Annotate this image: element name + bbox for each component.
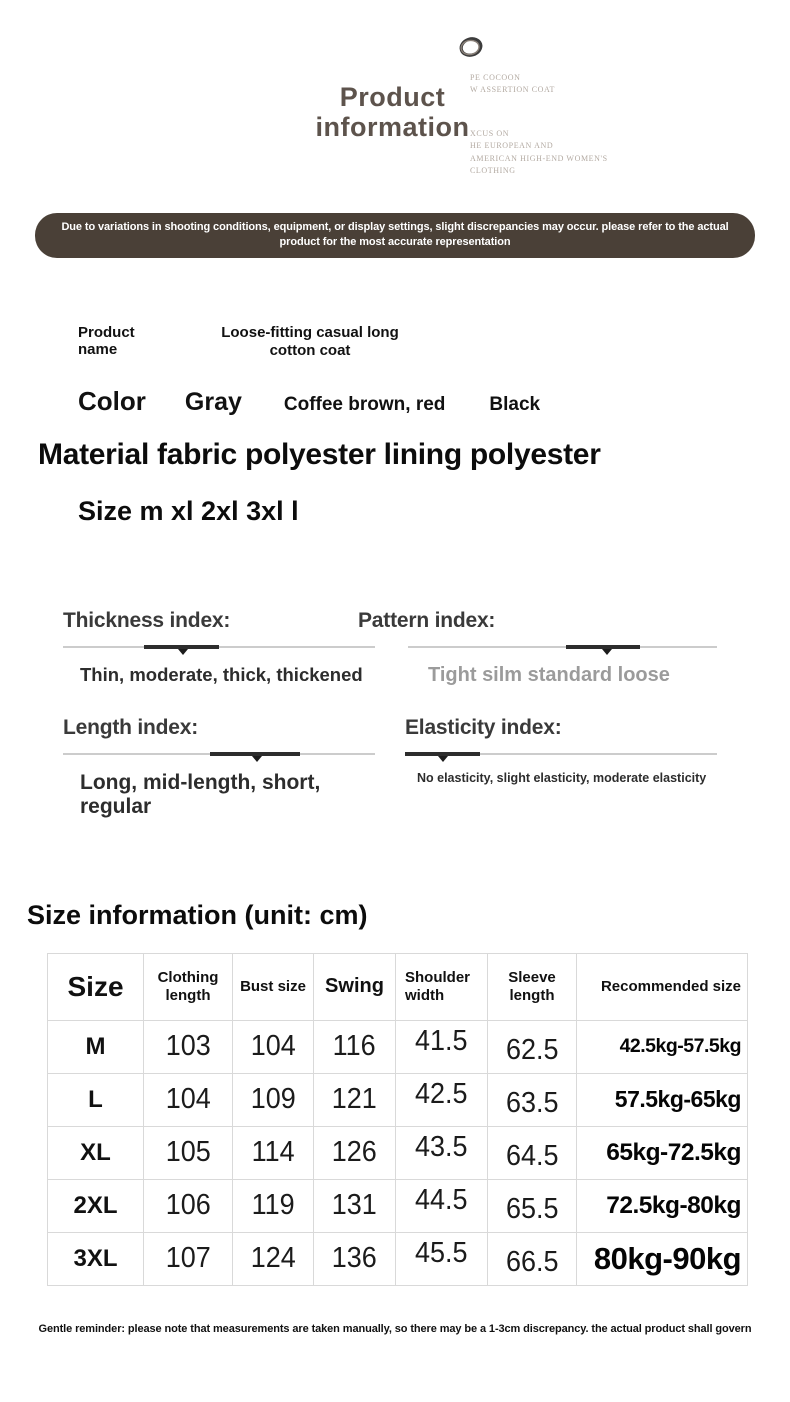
cell-shoulder-width xyxy=(396,1232,488,1285)
length-index-values: Long, mid-length, short, regular xyxy=(80,770,321,818)
table-row-3xl xyxy=(48,1232,748,1285)
cell-recommended-size: 42.5kg-57.5kg xyxy=(577,1020,748,1073)
product-name-value: Loose-fitting casual long cotton coat xyxy=(221,323,399,359)
cell-size: XL xyxy=(48,1126,144,1179)
color-label: Color xyxy=(78,385,146,416)
tagline-text: HE EUROPEAN AND xyxy=(470,141,554,151)
cell-bust-size xyxy=(233,1126,314,1179)
slider-marker-icon xyxy=(252,756,262,762)
tagline-text: CLOTHING xyxy=(470,166,516,176)
slider-marker-icon xyxy=(438,756,448,762)
cell-value: 41.5 xyxy=(415,1025,468,1058)
cell-size: L xyxy=(48,1073,144,1126)
cell-clothing-length xyxy=(144,1179,233,1232)
cell-sleeve-length xyxy=(488,1232,577,1285)
cell-value: 121 xyxy=(331,1083,377,1116)
brand-tagline-top xyxy=(470,72,555,97)
cell-bust-size xyxy=(233,1020,314,1073)
elasticity-index-slider xyxy=(405,751,717,759)
cell-value: 124 xyxy=(250,1242,296,1275)
cell-recommended-size: 57.5kg-65kg xyxy=(577,1073,748,1126)
slider-track xyxy=(63,646,375,648)
length-index-label: Length index: xyxy=(63,715,199,739)
cell-shoulder-width xyxy=(396,1126,488,1179)
cell-sleeve-length xyxy=(488,1020,577,1073)
cell-swing xyxy=(314,1020,396,1073)
disclaimer-banner: Due to variations in shooting conditions, equipment, or display settings, slight discrepancies may occur. please refer to the actual product for the most accurate representation xyxy=(35,213,755,258)
thickness-index-slider xyxy=(63,644,375,652)
page-header xyxy=(0,0,790,210)
slider-marker-icon xyxy=(178,649,188,655)
cell-value: 114 xyxy=(251,1136,295,1169)
header-bust-size: Bust size xyxy=(233,953,314,1020)
table-row-xl xyxy=(48,1126,748,1179)
cell-value: 103 xyxy=(165,1030,211,1063)
header-shoulder-width: Shoulder width xyxy=(396,953,488,1020)
cell-swing xyxy=(314,1232,396,1285)
cell-value: 136 xyxy=(331,1242,377,1275)
tagline-text: XCUS ON xyxy=(470,129,510,138)
page-title-line1: Product xyxy=(339,82,446,112)
table-row-2xl xyxy=(48,1179,748,1232)
cell-sleeve-length xyxy=(488,1126,577,1179)
size-table-header-row xyxy=(48,953,748,1020)
tagline-text: W ASSERTION COAT xyxy=(470,85,555,95)
header-swing: Swing xyxy=(314,953,396,1020)
size-options-line: Size m xl 2xl 3xl l xyxy=(78,495,299,526)
pattern-index-label: Pattern index: xyxy=(358,608,496,632)
table-row-l xyxy=(48,1073,748,1126)
tagline-text: PE COCOON xyxy=(470,73,521,82)
cell-clothing-length xyxy=(144,1126,233,1179)
header-clothing-length: Clothing length xyxy=(144,953,233,1020)
size-table-title: Size information (unit: cm) xyxy=(27,899,368,930)
cell-size: 2XL xyxy=(48,1179,144,1232)
thickness-index xyxy=(63,609,375,686)
cell-value: 104 xyxy=(165,1083,211,1116)
material-line: Material fabric polyester lining polyester xyxy=(38,437,601,471)
cell-value: 65.5 xyxy=(505,1193,559,1226)
page-title xyxy=(295,82,490,142)
tagline-text: AMERICAN HIGH-END WOMEN'S xyxy=(470,153,608,163)
cell-shoulder-width xyxy=(396,1020,488,1073)
cell-bust-size xyxy=(233,1232,314,1285)
size-table xyxy=(47,953,748,1286)
cell-size: M xyxy=(48,1020,144,1073)
header-recommended-size: Recommended size xyxy=(577,953,748,1020)
elasticity-index-label: Elasticity index: xyxy=(405,715,562,739)
header-sleeve-length: Sleeve length xyxy=(488,953,577,1020)
header-size: Size xyxy=(48,953,144,1020)
cell-value: 126 xyxy=(331,1136,377,1169)
page-title-line2: information xyxy=(315,112,470,143)
cell-value: 42.5 xyxy=(415,1078,468,1111)
index-section xyxy=(0,608,790,818)
slider-track xyxy=(408,646,717,648)
pattern-index xyxy=(358,609,717,687)
cell-recommended-size: 65kg-72.5kg xyxy=(577,1126,748,1179)
cell-value: 131 xyxy=(331,1189,377,1222)
cell-swing xyxy=(314,1073,396,1126)
color-option-coffee-brown-red: Coffee brown, red xyxy=(283,393,446,415)
brand-tagline-bottom xyxy=(470,128,608,178)
cell-bust-size xyxy=(233,1179,314,1232)
cell-value: 45.5 xyxy=(415,1237,468,1270)
cell-recommended-size: 80kg-90kg xyxy=(577,1232,748,1285)
cell-value: 44.5 xyxy=(415,1184,468,1217)
cell-shoulder-width xyxy=(396,1179,488,1232)
elasticity-index-values: No elasticity, slight elasticity, moderate elasticity xyxy=(417,770,707,785)
cell-value: 43.5 xyxy=(415,1131,468,1164)
color-option-black: Black xyxy=(489,393,541,415)
color-option-gray: Gray xyxy=(184,387,242,416)
cell-bust-size xyxy=(233,1073,314,1126)
cell-clothing-length xyxy=(144,1232,233,1285)
cell-value: 106 xyxy=(165,1189,211,1222)
cell-value: 119 xyxy=(251,1189,295,1222)
elasticity-index xyxy=(405,716,717,785)
cell-value: 63.5 xyxy=(505,1087,559,1120)
cell-sleeve-length xyxy=(488,1179,577,1232)
cell-value: 104 xyxy=(250,1030,296,1063)
cell-clothing-length xyxy=(144,1073,233,1126)
cell-value: 107 xyxy=(165,1242,211,1275)
length-index xyxy=(63,716,375,819)
cell-value: 109 xyxy=(250,1083,296,1116)
table-row-m xyxy=(48,1020,748,1073)
gentle-reminder-note: Gentle reminder: please note that measurements are taken manually, so there may be a 1-3cm discrepancy. the actual product shall govern xyxy=(38,1322,752,1335)
cell-size: 3XL xyxy=(48,1232,144,1285)
cell-value: 66.5 xyxy=(505,1246,559,1279)
cell-value: 64.5 xyxy=(505,1140,559,1173)
cell-clothing-length xyxy=(144,1020,233,1073)
pattern-index-values: Tight silm standard loose xyxy=(428,663,670,686)
cell-recommended-size: 72.5kg-80kg xyxy=(577,1179,748,1232)
cell-value: 105 xyxy=(165,1136,211,1169)
slider-marker-icon xyxy=(602,649,612,655)
cell-value: 116 xyxy=(332,1030,376,1063)
product-name-row xyxy=(78,324,790,360)
brand-ring-logo-icon xyxy=(456,34,486,65)
product-name-label: Product name xyxy=(78,323,135,358)
length-index-slider xyxy=(63,751,375,759)
pattern-index-slider xyxy=(408,644,717,652)
thickness-index-values: Thin, moderate, thick, thickened xyxy=(80,663,363,685)
cell-value: 62.5 xyxy=(505,1034,559,1067)
cell-swing xyxy=(314,1179,396,1232)
cell-swing xyxy=(314,1126,396,1179)
thickness-index-label: Thickness index: xyxy=(63,608,231,632)
color-row xyxy=(78,386,790,417)
cell-shoulder-width xyxy=(396,1073,488,1126)
cell-sleeve-length xyxy=(488,1073,577,1126)
